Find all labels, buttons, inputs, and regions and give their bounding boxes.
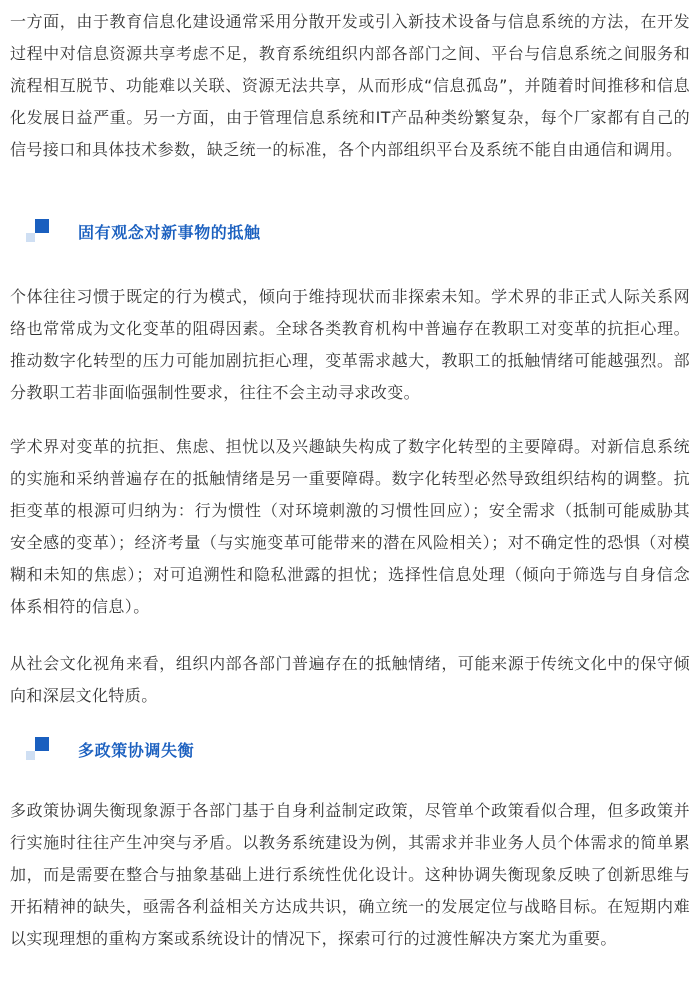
- paragraph-sociocultural-view: 从社会文化视角来看，组织内部各部门普遍存在的抵触情绪，可能来源于传统文化中的保守倾向和深层文化特质。: [10, 654, 690, 705]
- section-title: 固有观念对新事物的抵触: [78, 223, 261, 242]
- square-marker-icon: [26, 219, 52, 245]
- section-heading-policy-imbalance: [26, 737, 426, 777]
- section-heading-resistance: [26, 219, 426, 259]
- paragraph-habit-resistance: 个体往往习惯于既定的行为模式，倾向于维持现状而非探索未知。学术界的非正式人际关系网络也常常成为文化变革的阻碍因素。全球各类教育机构中普遍存在教职工对变革的抗拒心理。推动数字化转型的压力可能加剧抗拒心理，变革需求越大，教职工的抵触情绪可能越强烈。部分教职工若非面临强制性要求，往往不会主动寻求改变。: [10, 287, 690, 402]
- paragraph-information-islands: 一方面，由于教育信息化建设通常采用分散开发或引入新技术设备与信息系统的方法，在开发过程中对信息资源共享考虑不足，教育系统组织内部各部门之间、平台与信息系统之间服务和流程相互脱节、功能难以关联、资源无法共享，从而形成“信息孤岛”，并随着时间推移和信息化发展日益严重。另一方面，由于管理信息系统和IT产品种类纷繁复杂，每个厂家都有自己的信号接口和具体技术参数，缺乏统一的标准，各个内部组织平台及系统不能自由通信和调用。: [10, 12, 690, 159]
- paragraph-policy-imbalance: 多政策协调失衡现象源于各部门基于自身利益制定政策，尽管单个政策看似合理，但多政策并行实施时往往产生冲突与矛盾。以教务系统建设为例，其需求并非业务人员个体需求的简单累加，而是需要在整合与抽象基础上进行系统性优化设计。这种协调失衡现象反映了创新思维与开拓精神的缺失，亟需各利益相关方达成共识，确立统一的发展定位与战略目标。在短期内难以实现理想的重构方案或系统设计的情况下，探索可行的过渡性解决方案尤为重要。: [10, 801, 690, 948]
- square-marker-icon: [26, 737, 52, 763]
- paragraph-resistance-causes: 学术界对变革的抗拒、焦虑、担忧以及兴趣缺失构成了数字化转型的主要障碍。对新信息系统的实施和采纳普遍存在的抵触情绪是另一重要障碍。数字化转型必然导致组织结构的调整。抗拒变革的根源可归纳为：行为惯性（对环境刺激的习惯性回应）；安全需求（抵制可能威胁其安全感的变革）；经济考量（与实施变革可能带来的潜在风险相关）；对不确定性的恐惧（对模糊和未知的焦虑）；对可追溯性和隐私泄露的担忧；选择性信息处理（倾向于筛选与自身信念体系相符的信息）。: [10, 437, 690, 616]
- section-title: 多政策协调失衡: [78, 741, 195, 760]
